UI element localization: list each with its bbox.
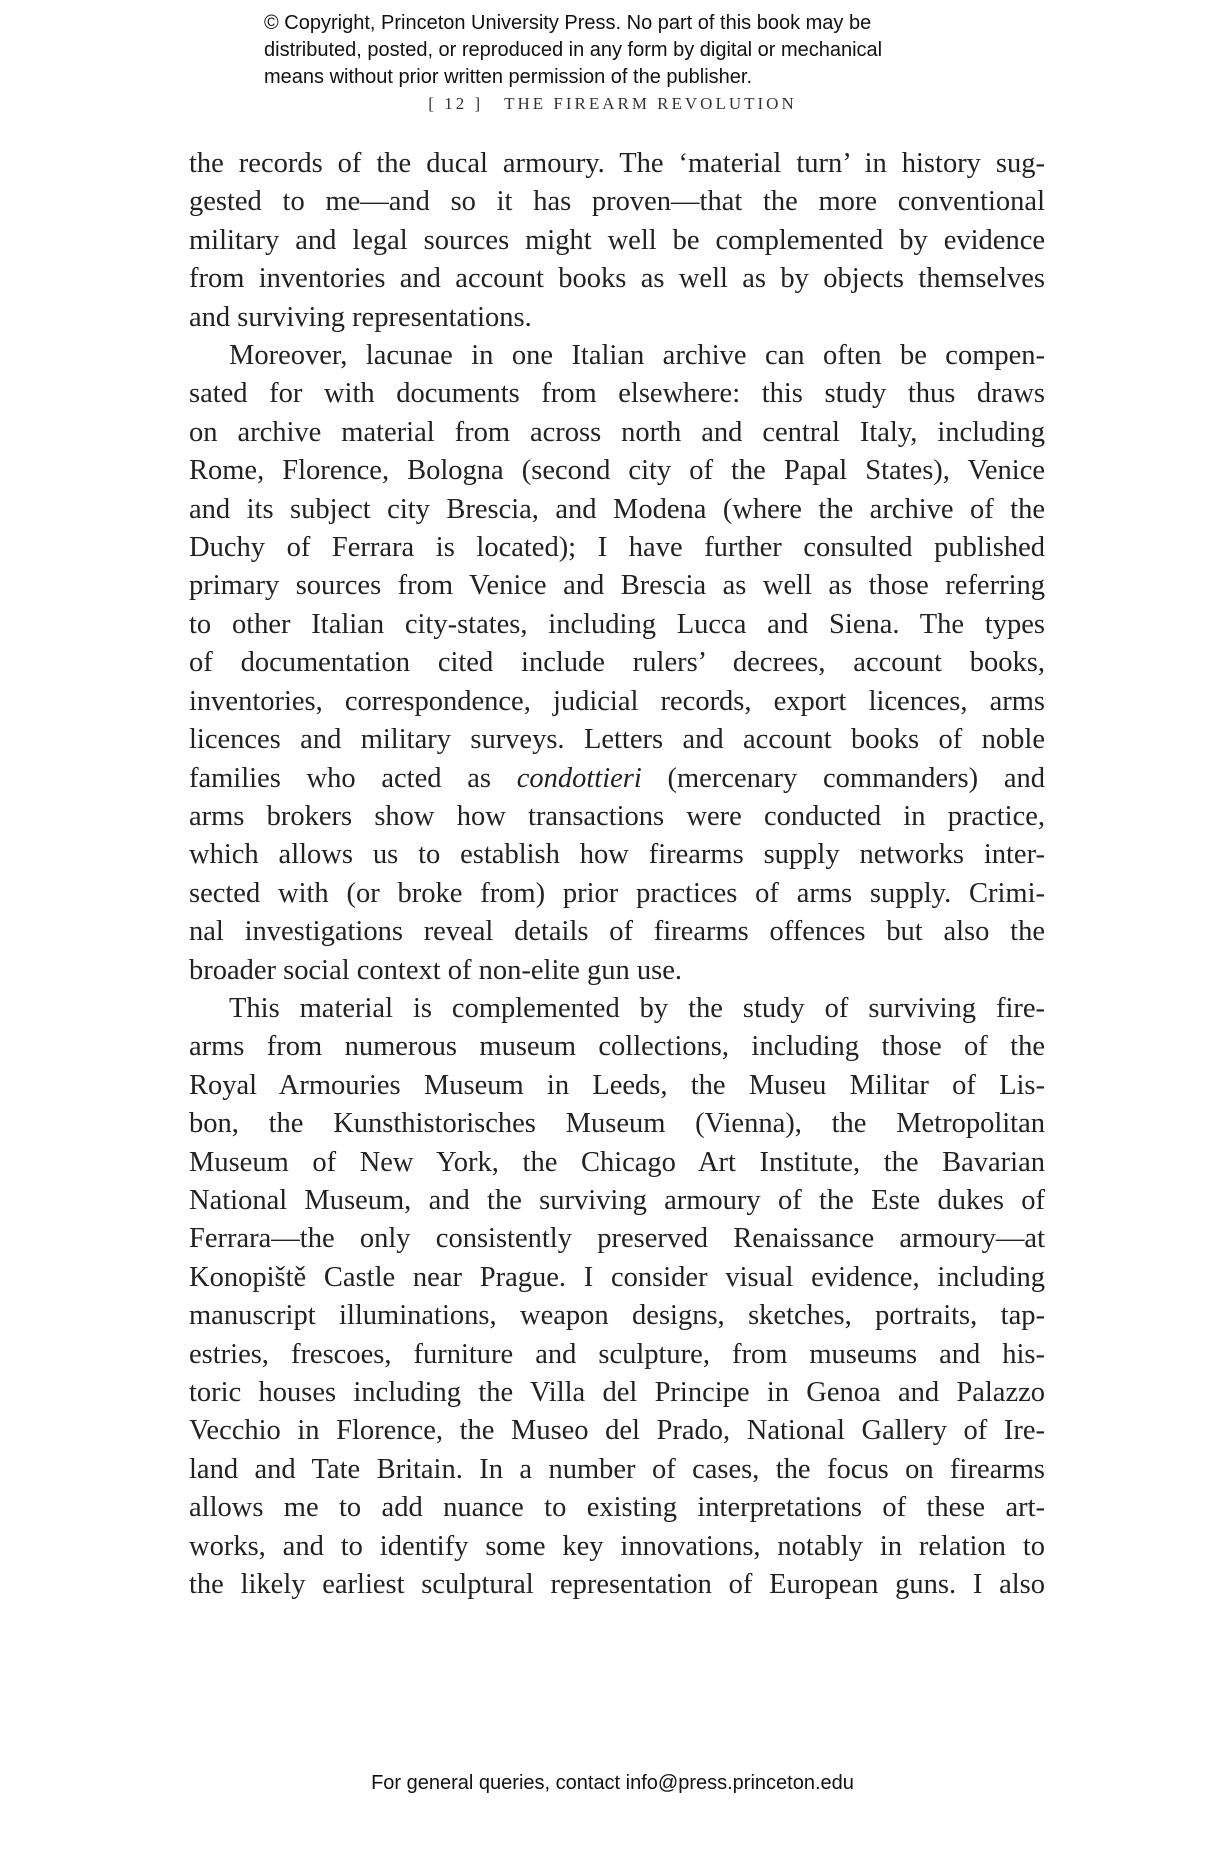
text-line: toric houses including the Villa del Principe in Genoa and Palazzo <box>189 1377 1045 1408</box>
text-line: Vecchio in Florence, the Museo del Prado, National Gallery of Ire- <box>189 1415 1045 1447</box>
italic-term: condottieri <box>516 762 642 794</box>
text-line: land and Tate Britain. In a number of cases, the focus on firearms <box>189 1453 1045 1485</box>
text-line: gested to me—and so it has proven—that the more conventional <box>189 186 1045 218</box>
text-line: This material is complemented by the study of surviving fire- <box>229 992 1045 1024</box>
text-line: and its subject city Brescia, and Modena (where the archive of the <box>189 493 1045 525</box>
text-line: which allows us to establish how firearms supply networks inter- <box>189 839 1045 871</box>
text-line: estries, frescoes, furniture and sculpture, from museums and his- <box>189 1338 1045 1370</box>
text-line: the records of the ducal armoury. The ‘material turn’ in history sug- <box>189 148 1045 179</box>
text-line: Rome, Florence, Bologna (second city of the Papal States), Venice <box>189 455 1045 487</box>
text-line: primary sources from Venice and Brescia as well as those referring <box>189 570 1045 602</box>
running-head-title: THE FIREARM REVOLUTION <box>504 94 797 113</box>
footer-contact: For general queries, contact info@press.princeton.edu <box>371 1772 854 1794</box>
text-line: Ferrara—the only consistently preserved Renaissance armoury—at <box>189 1223 1045 1255</box>
text-line: broader social context of non-elite gun use. <box>189 954 683 986</box>
copyright-line: distributed, posted, or reproduced in any form by digital or mechanical <box>264 39 883 61</box>
text-line: Konopiště Castle near Prague. I consider visual evidence, including <box>189 1261 1045 1293</box>
text-line-italic <box>189 760 1045 798</box>
text-line: arms from numerous museum collections, including those of the <box>189 1031 1045 1063</box>
text-line: Museum of New York, the Chicago Art Institute, the Bavarian <box>189 1146 1045 1178</box>
copyright-line: means without prior written permission of the publisher. <box>264 66 753 88</box>
text-line: works, and to identify some key innovations, notably in relation to <box>189 1530 1045 1562</box>
text-line: sated for with documents from elsewhere: this study thus draws <box>189 378 1045 410</box>
text-line: allows me to add nuance to existing interpretations of these art- <box>189 1492 1045 1524</box>
text-line: nal investigations reveal details of firearms offences but also the <box>189 916 1045 948</box>
text-line: manuscript illuminations, weapon designs, sketches, portraits, tap- <box>189 1300 1045 1332</box>
running-head <box>0 94 1225 114</box>
text-line: and surviving representations. <box>189 301 532 333</box>
text-line: Duchy of Ferrara is located); I have further consulted published <box>189 532 1045 564</box>
text-line: military and legal sources might well be complemented by evidence <box>189 224 1045 256</box>
text-line: arms brokers show how transactions were conducted in practice, <box>189 800 1045 832</box>
text-line: from inventories and account books as well as by objects themselves <box>189 263 1045 295</box>
body-text <box>189 145 1045 1604</box>
text-line: Royal Armouries Museum in Leeds, the Museu Militar of Lis- <box>189 1069 1045 1101</box>
text-line: sected with (or broke from) prior practices of arms supply. Crimi- <box>189 877 1045 909</box>
text-line: Moreover, lacunae in one Italian archive can often be compen- <box>229 340 1045 372</box>
copyright-notice <box>264 10 984 91</box>
copyright-line: © Copyright, Princeton University Press. No part of this book may be <box>264 12 872 34</box>
text-line: on archive material from across north and central Italy, including <box>189 416 1045 448</box>
text-line: of documentation cited include rulers’ decrees, account books, <box>189 647 1045 679</box>
text-segment: (mercenary commanders) and <box>641 762 1045 794</box>
text-line: to other Italian city-states, including Lucca and Siena. The types <box>189 608 1045 640</box>
text-line: licences and military surveys. Letters and account books of noble <box>189 724 1045 756</box>
page-number: [ 12 ] <box>428 94 484 113</box>
text-line: National Museum, and the surviving armoury of the Este dukes of <box>189 1184 1045 1216</box>
text-line: bon, the Kunsthistorisches Museum (Vienna), the Metropolitan <box>189 1108 1045 1140</box>
text-segment: families who acted as <box>189 762 517 794</box>
text-line: inventories, correspondence, judicial records, export licences, arms <box>189 685 1045 717</box>
text-line: the likely earliest sculptural representation of European guns. I also <box>189 1569 1045 1601</box>
